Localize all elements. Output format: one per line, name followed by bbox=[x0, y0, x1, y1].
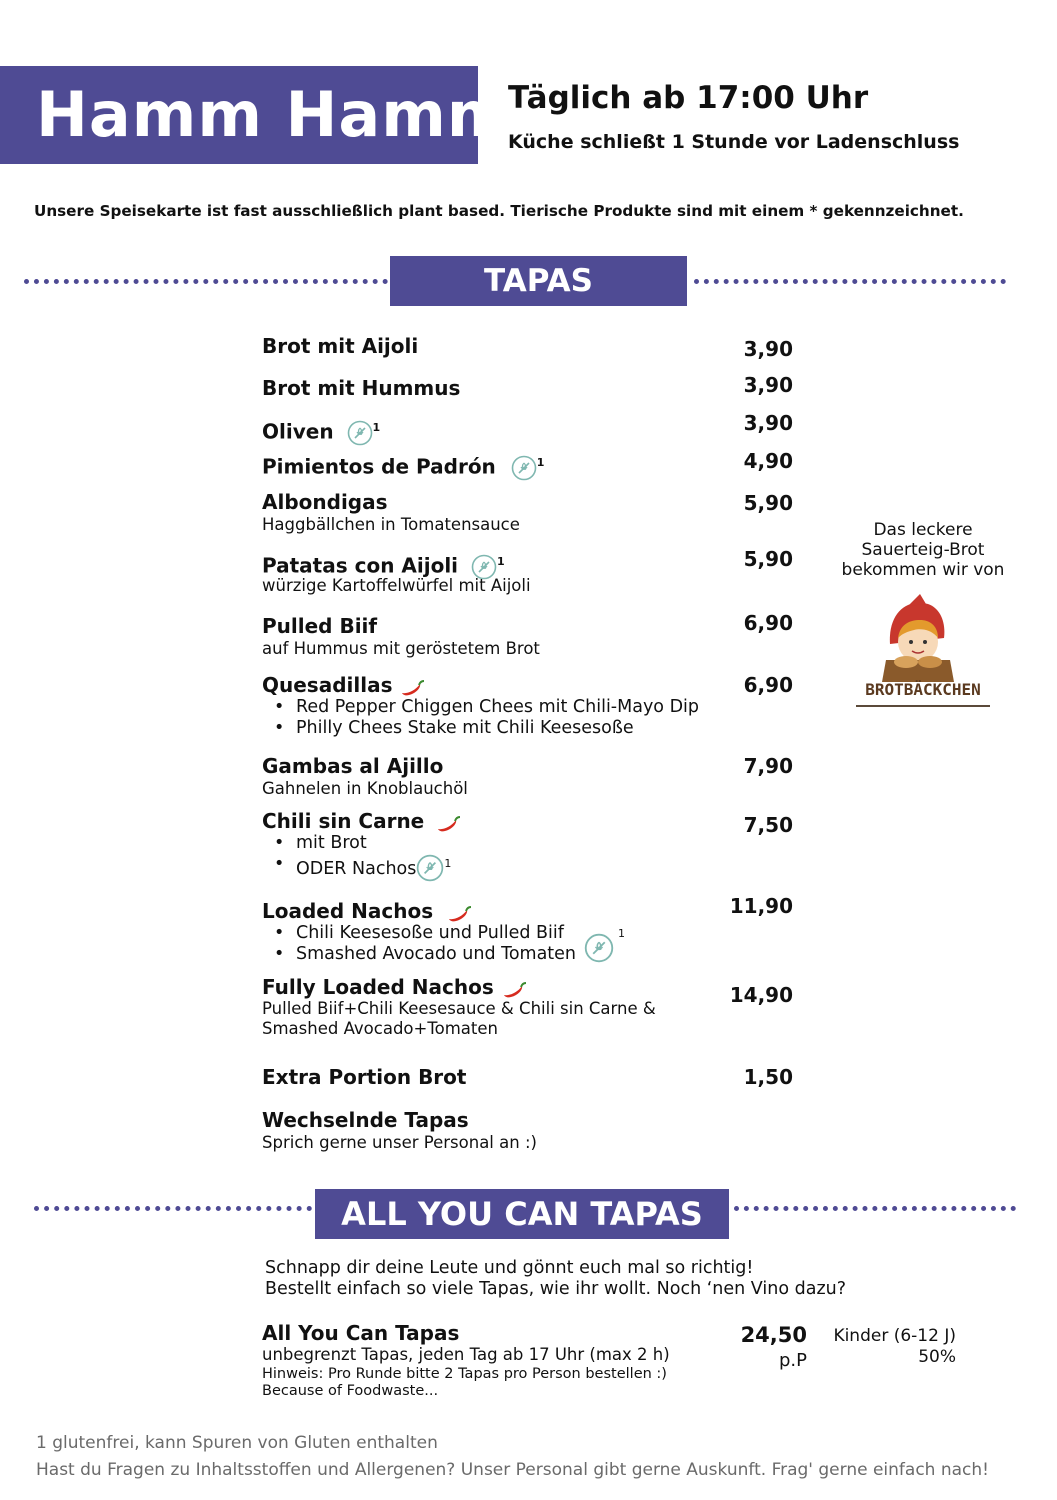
bakery-note-line: bekommen wir von bbox=[841, 560, 1005, 580]
footnote-marker: 1 bbox=[618, 927, 625, 940]
option-item bbox=[262, 854, 451, 883]
item-options bbox=[262, 697, 699, 738]
section-title-tapas: TAPAS bbox=[390, 256, 687, 306]
gluten-free-icon bbox=[416, 854, 444, 882]
option-item: • Smashed Avocado und Tomaten bbox=[262, 944, 576, 965]
item-name-text: Patatas con Aijoli bbox=[262, 553, 459, 578]
item-description: Sprich gerne unser Personal an :) bbox=[262, 1133, 537, 1152]
item-name-text: Chili sin Carne bbox=[262, 809, 425, 833]
item-name bbox=[262, 809, 461, 833]
bakery-note bbox=[826, 520, 1020, 580]
item-name bbox=[262, 451, 544, 481]
item-description: Gahnelen in Knoblauchöl bbox=[262, 779, 468, 798]
gluten-free-icon bbox=[584, 933, 614, 963]
item-options bbox=[262, 923, 576, 964]
item-name-text: Pimientos de Padrón bbox=[262, 454, 496, 479]
option-text: ODER Nachos bbox=[296, 858, 417, 879]
item-price: 14,90 bbox=[729, 983, 793, 1007]
bakery-note-line: Das leckere bbox=[873, 520, 973, 540]
item-name bbox=[262, 975, 527, 999]
footnote-marker: 1 bbox=[497, 555, 505, 568]
dotted-divider-right bbox=[734, 1206, 1016, 1211]
footnote-marker: 1 bbox=[444, 856, 452, 870]
item-name bbox=[262, 899, 472, 923]
item-price: 5,90 bbox=[743, 491, 793, 515]
option-item: • mit Brot bbox=[262, 833, 451, 854]
intro-line: Bestellt einfach so viele Tapas, wie ihr wollt. Noch ‘nen Vino dazu? bbox=[265, 1279, 847, 1299]
section-title-all-you-can-tapas: ALL YOU CAN TAPAS bbox=[315, 1189, 729, 1239]
item-name: Extra Portion Brot bbox=[262, 1065, 467, 1089]
dotted-divider-right bbox=[694, 279, 1006, 284]
item-name: Pulled Biif bbox=[262, 614, 378, 638]
gluten-free-icon bbox=[347, 420, 373, 446]
item-name: Brot mit Aijoli bbox=[262, 334, 419, 358]
item-price: 5,90 bbox=[743, 547, 793, 571]
item-price: 6,90 bbox=[743, 673, 793, 697]
item-description: würzige Kartoffelwürfel mit Aijoli bbox=[262, 576, 531, 595]
opening-hours: Täglich ab 17:00 Uhr bbox=[508, 80, 869, 116]
per-person-label: p.P bbox=[778, 1350, 807, 1371]
item-hint: Because of Foodwaste... bbox=[262, 1383, 439, 1399]
chili-icon bbox=[446, 904, 472, 922]
item-name bbox=[262, 673, 425, 697]
item-price: 6,90 bbox=[743, 611, 793, 635]
option-item: • Chili Keesesoße und Pulled Biif bbox=[262, 923, 576, 944]
item-description: auf Hummus mit geröstetem Brot bbox=[262, 639, 540, 658]
item-name: Brot mit Hummus bbox=[262, 376, 461, 400]
all-you-can-intro bbox=[265, 1258, 846, 1300]
item-description: Haggbällchen in Tomatensauce bbox=[262, 515, 520, 534]
item-name-text: Quesadillas bbox=[262, 673, 393, 697]
plant-based-notice: Unsere Speisekarte ist fast ausschließlich plant based. Tierische Produkte sind mit einem * gekennzeichnet. bbox=[34, 202, 964, 220]
item-price: 7,50 bbox=[743, 813, 793, 837]
logo-wordmark: BROTBÄCKCHEN bbox=[865, 680, 981, 699]
chili-icon bbox=[435, 814, 461, 832]
bakery-note-line: Sauerteig-Brot bbox=[861, 540, 985, 560]
allergen-note: Hast du Fragen zu Inhaltsstoffen und Allergenen? Unser Personal gibt gerne Auskunft. Frag' gerne einfach nach! bbox=[36, 1460, 989, 1480]
option-item: • Philly Chees Stake mit Chili Keesesoße bbox=[262, 718, 699, 739]
item-price: 7,90 bbox=[743, 754, 793, 778]
item-name-text: Oliven bbox=[262, 419, 334, 444]
item-price: 11,90 bbox=[729, 894, 793, 918]
kitchen-note: Küche schließt 1 Stunde vor Ladenschluss bbox=[508, 131, 960, 153]
item-hint: Hinweis: Pro Runde bitte 2 Tapas pro Person bestellen :) bbox=[262, 1366, 667, 1382]
item-description: Smashed Avocado+Tomaten bbox=[262, 1019, 498, 1038]
gluten-free-icon bbox=[511, 455, 537, 481]
item-name: All You Can Tapas bbox=[262, 1321, 460, 1345]
item-name-text: Loaded Nachos bbox=[262, 899, 434, 923]
item-name: Wechselnde Tapas bbox=[262, 1108, 469, 1132]
chili-icon bbox=[399, 678, 425, 696]
footnote-marker: 1 bbox=[536, 456, 545, 469]
restaurant-name: Hamm Hamm bbox=[36, 78, 513, 151]
item-price: 3,90 bbox=[743, 373, 793, 397]
footnote-gluten-free: 1 glutenfrei, kann Spuren von Gluten enthalten bbox=[36, 1433, 438, 1453]
all-you-can-price: 24,50 bbox=[740, 1323, 807, 1347]
brotbaeckchen-logo bbox=[848, 592, 998, 716]
dotted-divider-left bbox=[24, 279, 388, 284]
item-price: 1,50 bbox=[743, 1065, 793, 1089]
intro-line: Schnapp dir deine Leute und gönnt euch mal so richtig! bbox=[265, 1258, 754, 1278]
item-price: 3,90 bbox=[743, 337, 793, 361]
chili-icon bbox=[501, 980, 527, 998]
item-description: Pulled Biif+Chili Keesesauce & Chili sin Carne & bbox=[262, 999, 656, 1018]
item-price: 4,90 bbox=[743, 449, 793, 473]
footnote-marker: 1 bbox=[372, 421, 381, 434]
item-name: Gambas al Ajillo bbox=[262, 754, 444, 778]
item-name bbox=[262, 416, 380, 446]
kids-discount: 50% bbox=[918, 1347, 956, 1367]
dotted-divider-left bbox=[34, 1206, 312, 1211]
item-name: Albondigas bbox=[262, 490, 388, 514]
item-description: unbegrenzt Tapas, jeden Tag ab 17 Uhr (max 2 h) bbox=[262, 1345, 670, 1364]
item-name-text: Fully Loaded Nachos bbox=[262, 975, 494, 999]
item-price: 3,90 bbox=[743, 411, 793, 435]
option-item: • Red Pepper Chiggen Chees mit Chili-Mayo Dip bbox=[262, 697, 699, 718]
kids-label: Kinder (6-12 J) bbox=[833, 1326, 956, 1346]
item-options bbox=[262, 833, 451, 882]
